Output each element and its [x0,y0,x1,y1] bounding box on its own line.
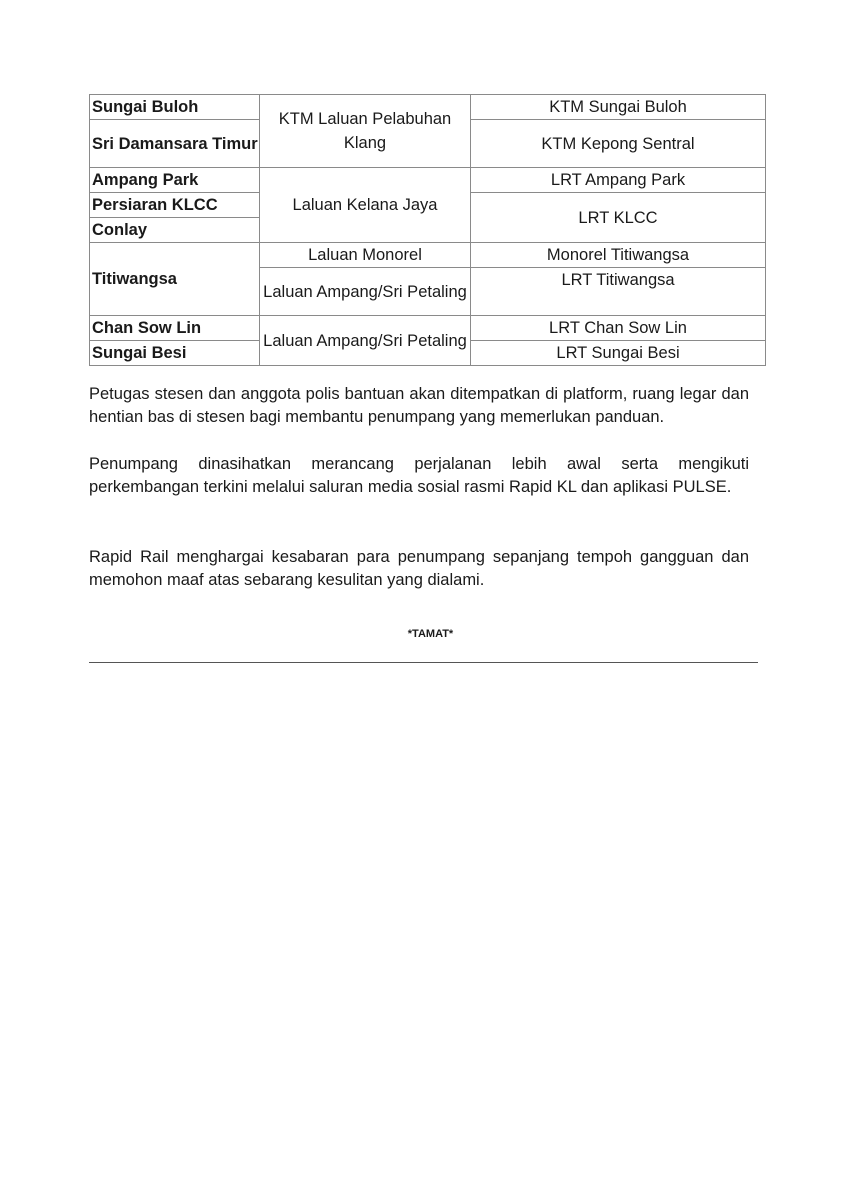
alt-station-cell: LRT Titiwangsa [471,268,766,316]
paragraph-passenger-advice: Penumpang dinasihatkan merancang perjalanan lebih awal serta mengikuti perkembangan terkini melalui saluran media sosial rasmi Rapid KL dan aplikasi PULSE. [89,455,749,496]
station-cell: Sungai Buloh [90,95,260,120]
alt-station-cell: LRT Sungai Besi [471,341,766,366]
station-cell: Ampang Park [90,168,260,193]
alt-station-cell: LRT Ampang Park [471,168,766,193]
station-cell: Sri Damansara Timur [90,120,260,168]
alt-station-cell: KTM Sungai Buloh [471,95,766,120]
paragraph-apology: Rapid Rail menghargai kesabaran para penumpang sepanjang tempoh gangguan dan memohon maaf atas sebarang kesulitan yang dialami. [89,548,749,589]
alt-station-cell: LRT KLCC [471,193,766,243]
end-mark: *TAMAT* [407,628,454,640]
horizontal-rule [89,662,758,663]
paragraph-station-staff: Petugas stesen dan anggota polis bantuan akan ditempatkan di platform, ruang legar dan hentian bas di stesen bagi membantu penumpang yang memerlukan panduan. [89,385,749,426]
line-cell: Laluan Kelana Jaya [260,168,471,243]
station-cell: Conlay [90,218,260,243]
station-cell: Titiwangsa [90,243,260,316]
station-cell: Chan Sow Lin [90,316,260,341]
alt-station-cell: LRT Chan Sow Lin [471,316,766,341]
line-cell: KTM Laluan Pelabuhan Klang [260,95,471,168]
station-table [89,94,766,366]
line-cell: Laluan Monorel [260,243,471,268]
alt-station-cell: Monorel Titiwangsa [471,243,766,268]
line-cell: Laluan Ampang/Sri Petaling [260,316,471,366]
alt-station-cell: KTM Kepong Sentral [471,120,766,168]
station-cell: Persiaran KLCC [90,193,260,218]
station-cell: Sungai Besi [90,341,260,366]
line-cell: Laluan Ampang/Sri Petaling [260,268,471,316]
